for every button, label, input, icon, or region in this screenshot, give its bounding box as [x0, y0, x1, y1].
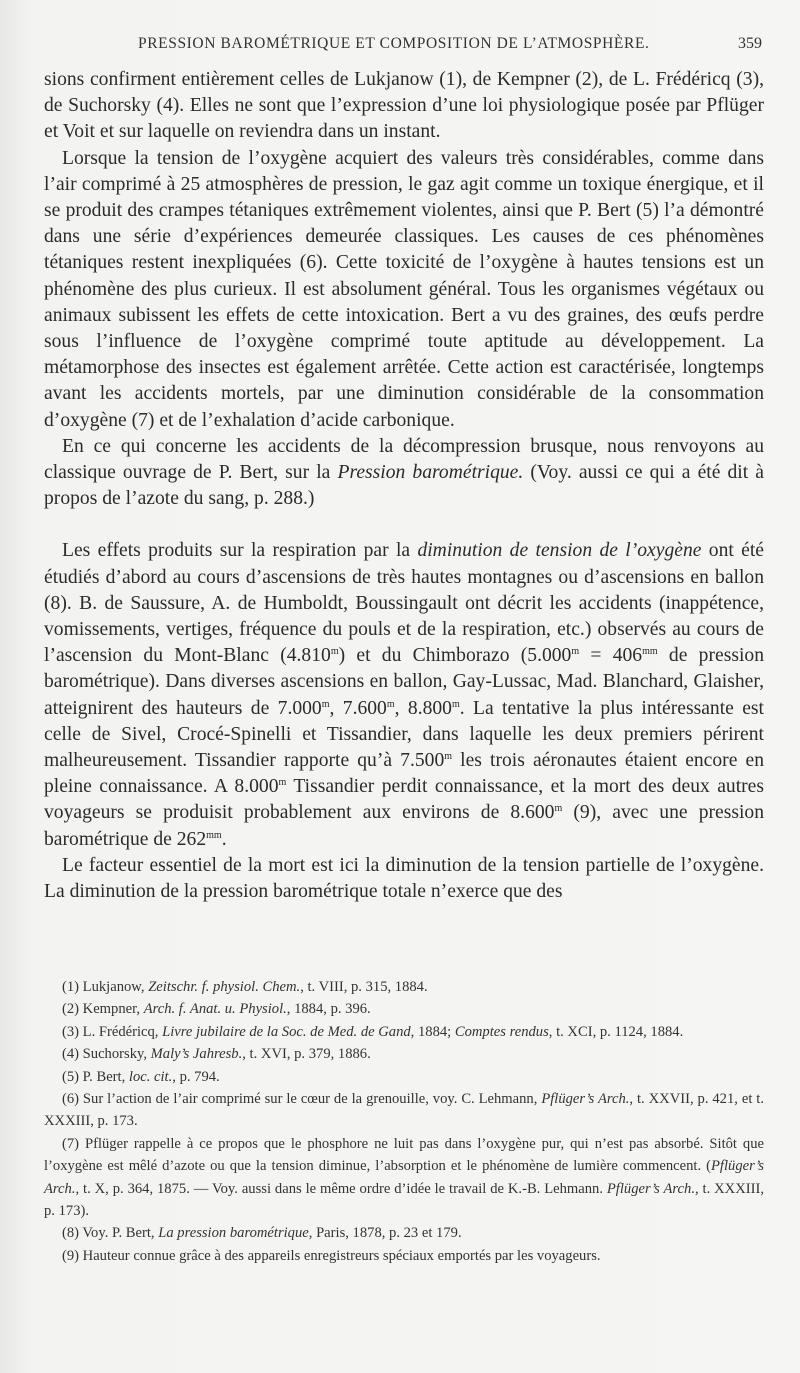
text-run: , t. VIII, p. 315, 1884.: [300, 979, 428, 995]
footnote-8: [44, 1222, 764, 1244]
text-run: , t. XXVII, p. 421, et t. XXXIII, p. 173.: [44, 1091, 764, 1130]
text-run: (2) Kempner,: [62, 1001, 144, 1018]
unit-superscript: m: [386, 698, 395, 710]
paragraph-4: [44, 538, 764, 852]
text-run: , 1884;: [410, 1023, 455, 1040]
text-run: (3) L. Frédéricq,: [62, 1023, 163, 1040]
footnote-1: [44, 976, 764, 998]
italic-title: Pflüger’s Arch.: [44, 1158, 764, 1197]
text-run: = 406: [579, 645, 643, 667]
running-title: PRESSION BAROMÉTRIQUE ET COMPOSITION DE L’ATMOSPHÈRE.: [138, 35, 650, 52]
text-run: , t. X, p. 364, 1875. — Voy. aussi dans le même ordre d’idée le travail de K.-B. Lehmann.: [75, 1180, 607, 1197]
italic-title: Comptes rendus: [454, 1023, 549, 1040]
unit-superscript: mm: [642, 646, 658, 658]
text-run: ) et du Chimborazo (5.000: [338, 645, 572, 667]
footnote-6: [44, 1088, 764, 1133]
text-run: . La tentative la plus intéressante est celle de Sivel, Crocé-Spinelli et Tissandier, dans laquelle les deux premiers périrent malheureusement. Tissandier rapporte qu’à 7.500: [44, 697, 764, 772]
italic-title: loc. cit.: [128, 1068, 173, 1085]
paragraph-2: Lorsque la tension de l’oxygène acquiert des valeurs très considérables, comme dans l’air comprimé à 25 atmosphères de pression, le gaz agit comme un toxique énergique, et il se produit des crampes tétaniques extrêmement violentes, ainsi que P. Bert (5) l’a démontré dans une série d’expériences demeurée classiques. Les causes de ces phénomènes tétaniques restent inexpliquées (6). Cette toxicité de l’oxygène à hautes tensions est un phénomène des plus curieux. Il est absolument général. Tous les organismes végétaux ou animaux subissent les effets de cette intoxication. Bert a vu des graines, des œufs perdre sous l’influence de l’oxygène comprimé toute aptitude au développement. La métamorphose des insectes est également arrêtée. Cette action est caractérisée, longtemps avant les accidents mortels, par une diminution considérable de la consommation d’oxygène (7) et de l’exhalation d’acide carbonique.: [44, 147, 764, 431]
italic-title: La pression barométrique: [158, 1225, 309, 1242]
paragraph-3: [44, 434, 764, 513]
text-run: .: [221, 828, 227, 850]
page-number: 359: [738, 35, 762, 52]
text-run: , 1884, p. 396.: [286, 1001, 371, 1018]
footnote-9: [44, 1245, 764, 1267]
text-run: (9) Hauteur connue grâce à des appareils enregistreurs spéciaux emportés par les voyageurs.: [62, 1247, 601, 1264]
italic-phrase: diminution de tension de l’oxygène: [417, 540, 702, 562]
text-run: Tissandier perdit connaissance, et la mort des deux autres voyageurs se produisit probablement aux environs de 8.600: [44, 776, 765, 824]
italic-title: Maly’s Jahresb.: [150, 1046, 243, 1063]
text-run: de pression barométrique). Dans diverses ascensions en ballon, Gay-Lussac, Mad. Blanchard, Glaisher, atteignirent des hauteurs de 7.000: [44, 645, 764, 719]
running-header: [42, 35, 762, 57]
italic-title: Pflüger’s Arch.: [606, 1180, 695, 1197]
text-run: (5) P. Bert,: [62, 1068, 129, 1085]
text-run: ont été étudiés d’abord au cours d’ascensions de très hautes montagnes ou d’ascensions en ballon (8). B. de Saussure, A. de Humboldt, Boussingault ont décrit les accidents (inappétence, vomissements, vertiges, fréquence du pouls et de la respiration, etc.) observés au cours de l’ascension du Mont-Blanc (4.810: [44, 540, 764, 667]
paragraph-1: sions confirment entièrement celles de Lukjanow (1), de Kempner (2), de L. Frédéricq (3), de Suchorsky (4). Elles ne sont que l’expression d’une loi physiologique posée par Pflüger et Voit et sur laquelle on reviendra dans un instant.: [44, 69, 764, 143]
text-run: (7) Pflüger rappelle à ce propos que le phosphore ne luit pas dans l’oxygène pur, qui n’est pas absorbé. Sitôt que l’oxygène est mêlé d’azote ou que la tension diminue, l’absorption et le phénomène de lumière commencent. (: [44, 1135, 764, 1175]
text-run: , t. XVI, p. 379, 1886.: [242, 1046, 371, 1063]
unit-superscript: m: [571, 646, 580, 658]
text-run: (4) Suchorsky,: [62, 1046, 151, 1063]
unit-superscript: mm: [206, 829, 222, 841]
text-run: , 8.800: [394, 697, 452, 719]
text-run: , Paris, 1878, p. 23 et 179.: [308, 1225, 462, 1242]
text-run: (Voy. aussi ce qui a été dit à propos de l’azote du sang, p. 288.): [44, 462, 764, 510]
italic-title: Pression barométrique.: [337, 462, 524, 484]
text-run: , t. XXXIII, p. 173).: [44, 1180, 764, 1220]
unit-superscript: m: [444, 751, 453, 763]
text-run: (1) Lukjanow,: [62, 979, 149, 995]
text-run: , t. XCI, p. 1124, 1884.: [548, 1023, 684, 1040]
italic-title: Arch. f. Anat. u. Physiol.: [143, 1001, 287, 1018]
footnote-3: [44, 1021, 764, 1043]
text-run: (9), avec une pression barométrique de 262: [44, 802, 764, 850]
text-run: les trois aéronautes étaient encore en pleine connaissance. A 8.000: [44, 750, 765, 798]
text-run: (6) Sur l’action de l’air comprimé sur le cœur de la grenouille, voy. C. Lehmann,: [62, 1091, 542, 1108]
text-run: , p. 794.: [172, 1068, 220, 1085]
text-run: Les effets produits sur la respiration par la: [62, 540, 418, 562]
footnotes: [44, 976, 764, 1267]
text-run: , 7.600: [329, 697, 387, 719]
footnote-7: [44, 1133, 764, 1223]
italic-title: Livre jubilaire de la Soc. de Med. de Gand: [162, 1023, 411, 1040]
unit-superscript: m: [330, 646, 339, 658]
unit-superscript: m: [451, 698, 460, 710]
text-run: En ce qui concerne les accidents de la décompression brusque, nous renvoyons au classique ouvrage de P. Bert, sur la: [44, 435, 764, 484]
footnote-5: [44, 1066, 764, 1088]
paragraph-5: Le facteur essentiel de la mort est ici la diminution de la tension partielle de l’oxygène. La diminution de la pression barométrique totale n’exerce que des: [44, 854, 764, 903]
italic-title: Zeitschr. f. physiol. Chem.: [148, 979, 301, 995]
footnote-4: [44, 1043, 764, 1065]
footnote-2: [44, 998, 764, 1020]
unit-superscript: m: [554, 803, 563, 815]
text-run: (8) Voy. P. Bert,: [62, 1225, 159, 1242]
unit-superscript: m: [321, 698, 330, 710]
italic-title: Pflüger’s Arch.: [541, 1091, 630, 1108]
unit-superscript: m: [278, 777, 287, 789]
main-text: [44, 67, 764, 905]
